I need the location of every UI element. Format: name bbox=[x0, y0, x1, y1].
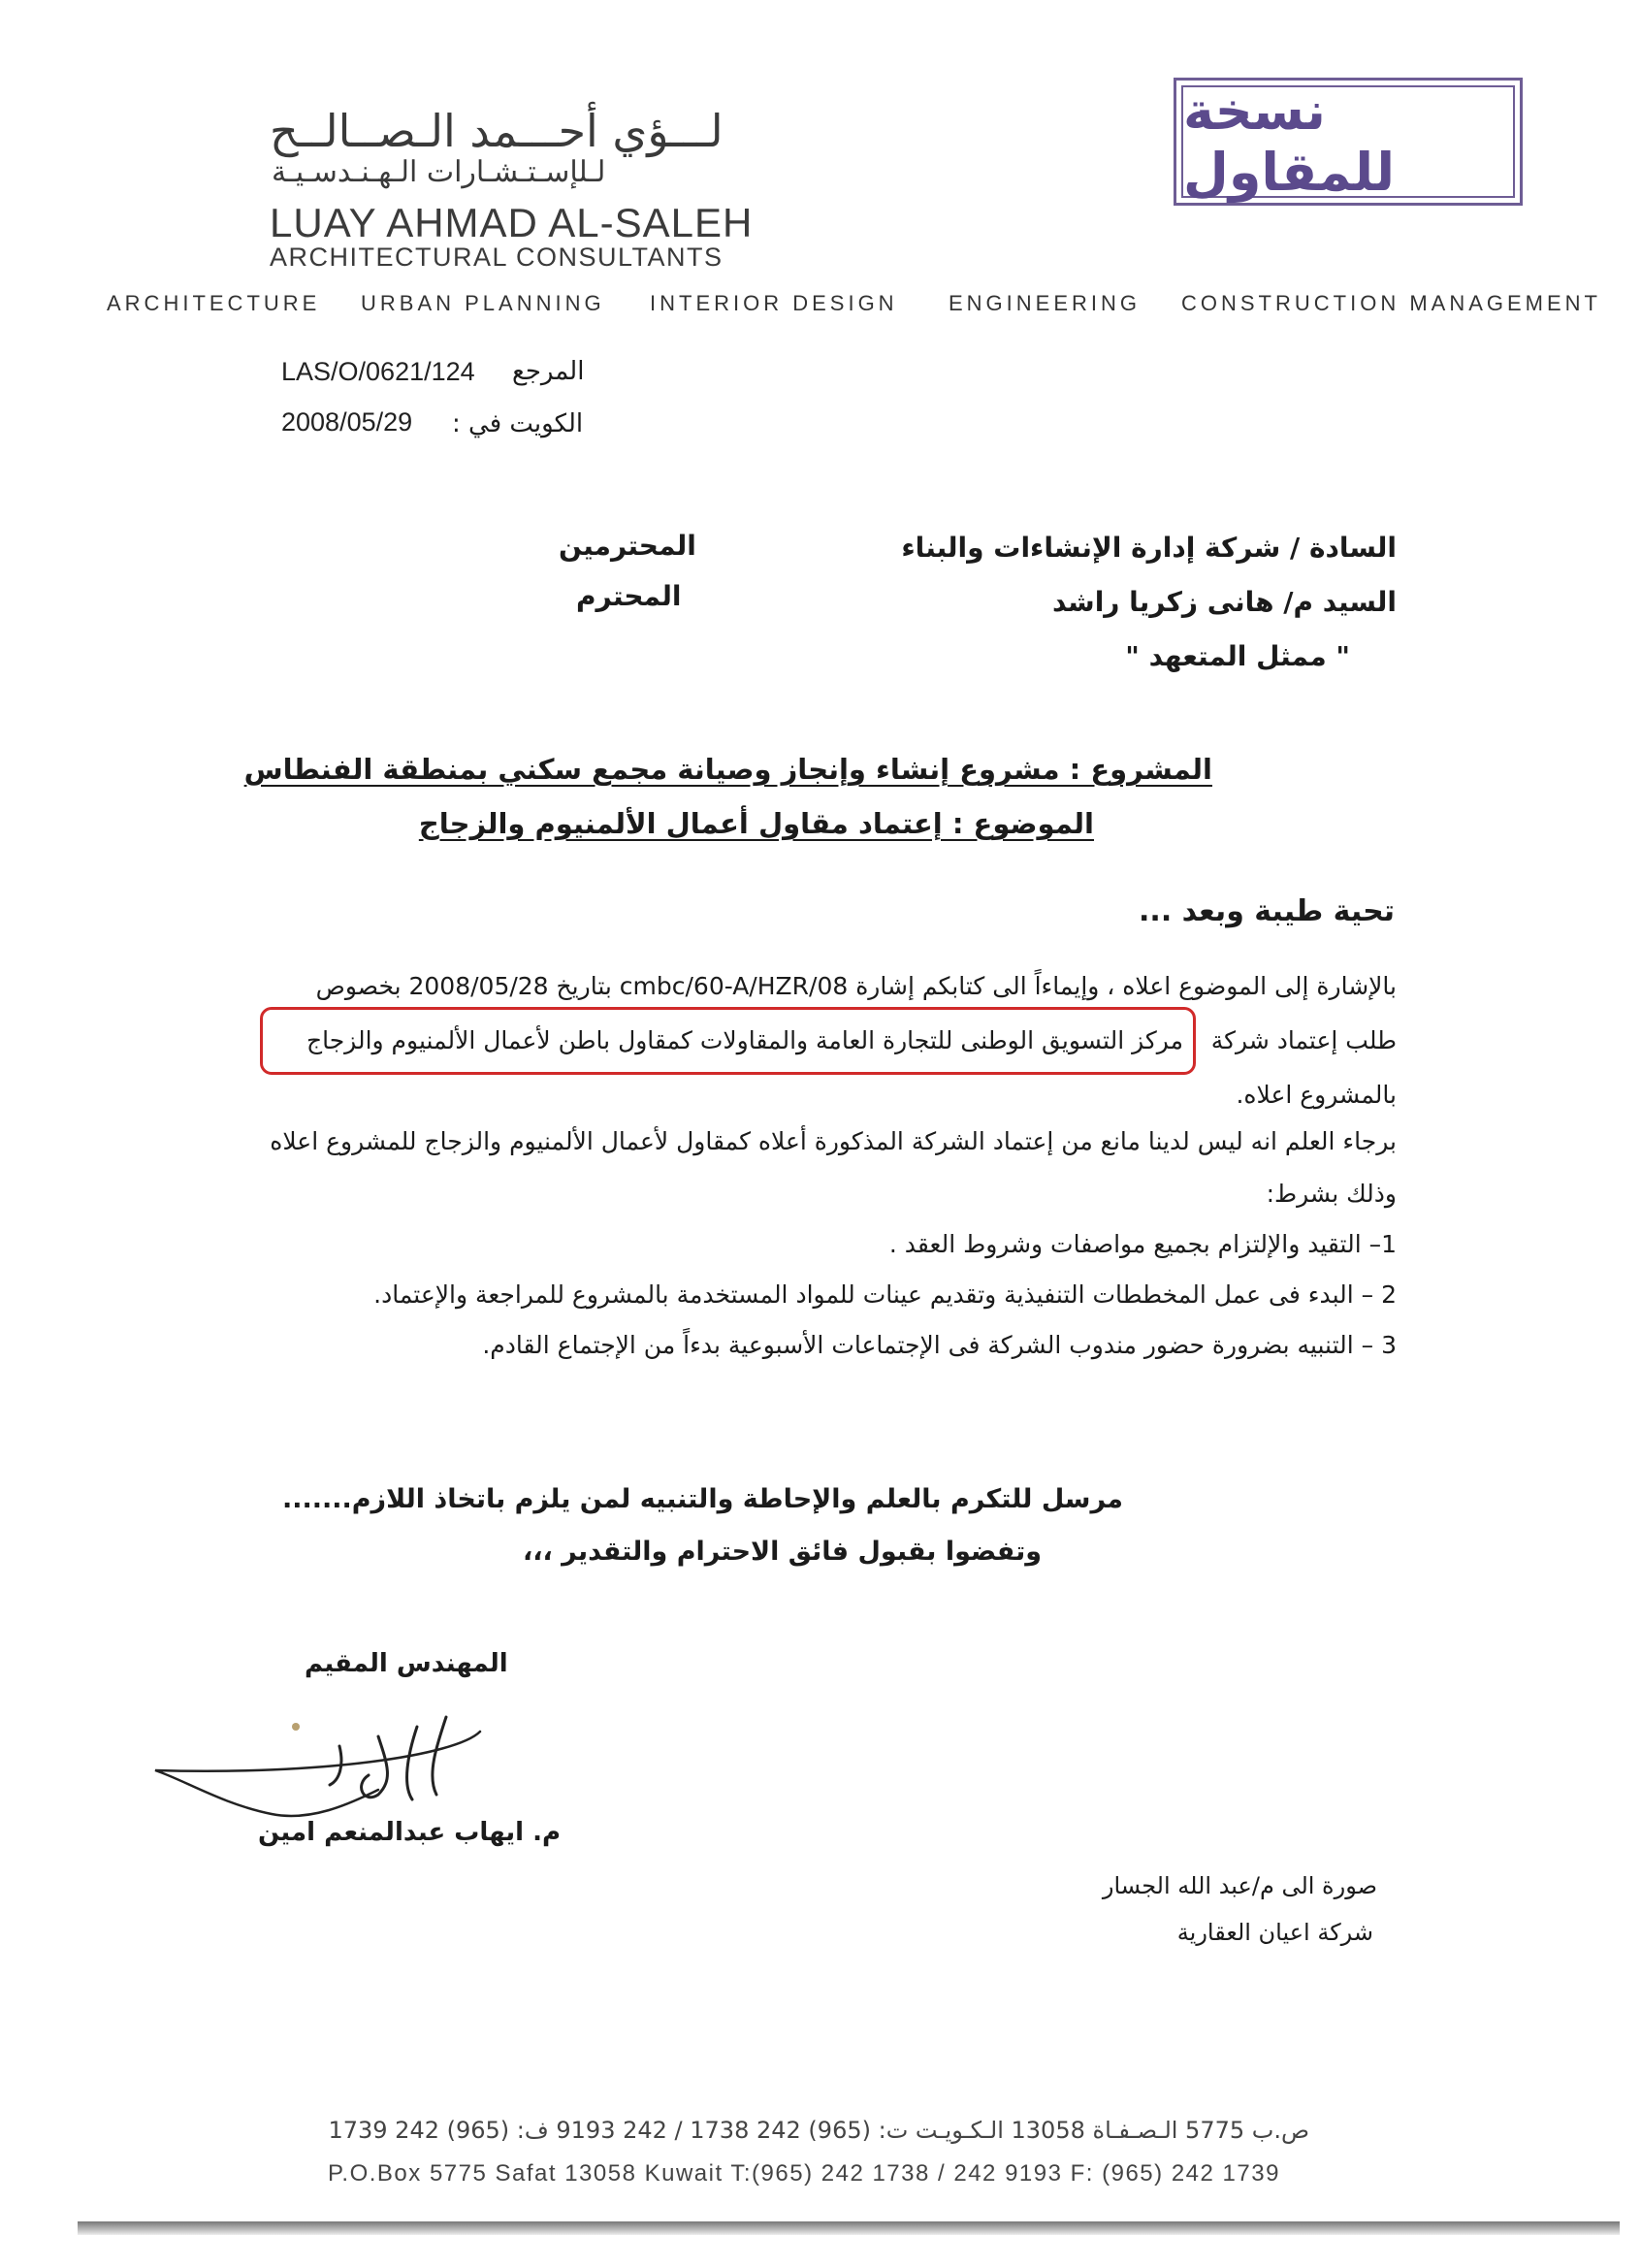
signature-title: المهندس المقيم bbox=[305, 1649, 508, 1678]
cc-line-2: شركة اعيان العقارية bbox=[1176, 1919, 1373, 1946]
company-name-arabic: لـــؤي أحـــمد الـصــالــح bbox=[270, 105, 724, 157]
letter-date: 2008/05/29 bbox=[281, 407, 413, 437]
addressee-company: السادة / شركة إدارة الإنشاءات والبناء bbox=[901, 532, 1397, 564]
paragraph-1-line-2-prefix: طلب إعتماد شركة bbox=[1210, 1026, 1397, 1054]
condition-3: 3 – التنبيه بضرورة حضور مندوب الشركة فى الإجتماعات الأسبوعية بدءاً من الإجتماع القادم. bbox=[482, 1331, 1397, 1359]
date-label: الكويت في : bbox=[452, 409, 584, 438]
addressee-honorific-plural: المحترمين bbox=[559, 530, 696, 562]
closing-line-1: مرسل للتكرم بالعلم والإحاطة والتنبيه لمن يلزم باتخاذ اللازم....... bbox=[281, 1484, 1123, 1514]
service-construction-management: CONSTRUCTION MANAGEMENT bbox=[1181, 291, 1601, 315]
contractor-copy-stamp bbox=[1174, 78, 1523, 206]
reference-label: المرجع bbox=[512, 357, 585, 386]
reference-number: LAS/O/0621/124 bbox=[281, 357, 475, 386]
paragraph-2-line-2: وذلك بشرط: bbox=[1266, 1180, 1397, 1208]
services-bar bbox=[107, 291, 1601, 330]
stamp-text: نسخة للمقاول bbox=[1181, 85, 1515, 198]
greeting: تحية طيبة وبعد ... bbox=[1139, 894, 1395, 928]
condition-1: 1– التقيد والإلتزام بجميع مواصفات وشروط العقد . bbox=[888, 1230, 1397, 1258]
company-subtitle-arabic: لـلإسـتـشـارات الـهـنـدسـيـة bbox=[272, 155, 606, 189]
cc-line-1: صورة الى م/عبد الله الجسار bbox=[1102, 1872, 1377, 1899]
project-line: المشروع : مشروع إنشاء وإنجاز وصيانة مجمع سكني بمنطقة الفنطاس bbox=[243, 753, 1212, 786]
company-subtitle-english: ARCHITECTURAL CONSULTANTS bbox=[270, 243, 724, 272]
footer-contact-arabic: ص.ب 5775 الـصـفـاة 13058 الـكـويـت ت: (965) 242 1738 / 242 9193 ف: (965) 242 1739 bbox=[328, 2117, 1309, 2144]
paragraph-1-line-1: بالإشارة إلى الموضوع اعلاه ، وإيماءاً الى كتابكم إشارة cmbc/60-A/HZR/08 بتاريخ 2008/05/28 بخصوص bbox=[315, 972, 1397, 1000]
service-architecture: ARCHITECTURE bbox=[107, 291, 321, 315]
scan-edge-shadow bbox=[78, 2221, 1620, 2235]
paragraph-2-line-1: برجاء العلم انه ليس لدينا مانع من إعتماد الشركة المذكورة أعلاه كمقاول لأعمال الألمنيوم والزجاج للمشروع اعلاه bbox=[270, 1127, 1397, 1155]
condition-2: 2 – البدء فى عمل المخططات التنفيذية وتقديم عينات للمواد المستخدمة بالمشروع للمراجعة والإعتماد. bbox=[373, 1280, 1397, 1309]
addressee-role: " ممثل المتعهد " bbox=[1125, 640, 1350, 672]
subject-line: الموضوع : إعتماد مقاول أعمال الألمنيوم والزجاج bbox=[418, 807, 1094, 840]
service-urban-planning: URBAN PLANNING bbox=[361, 291, 605, 315]
addressee-honorific: المحترم bbox=[576, 580, 682, 612]
engineer-name: م. ايهاب عبدالمنعم امين bbox=[258, 1818, 562, 1847]
service-engineering: ENGINEERING bbox=[949, 291, 1142, 315]
paragraph-1-line-3: بالمشروع اعلاه. bbox=[1236, 1081, 1397, 1109]
addressee-person: السيد م/ هانى زكريا راشد bbox=[1052, 586, 1397, 618]
handwritten-signature bbox=[145, 1688, 495, 1833]
highlighted-contractor: مركز التسويق الوطنى للتجارة العامة والمقاولات كمقاول باطن لأعمال الألمنيوم والزجاج bbox=[306, 1026, 1183, 1054]
closing-line-2: وتفضوا بقبول فائق الاحترام والتقدير ،،، bbox=[523, 1537, 1042, 1567]
company-name-english: LUAY AHMAD AL-SALEH bbox=[270, 200, 754, 245]
footer-contact-english: P.O.Box 5775 Safat 13058 Kuwait T:(965) 242 1738 / 242 9193 F: (965) 242 1739 bbox=[328, 2160, 1280, 2187]
service-interior-design: INTERIOR DESIGN bbox=[650, 291, 898, 315]
